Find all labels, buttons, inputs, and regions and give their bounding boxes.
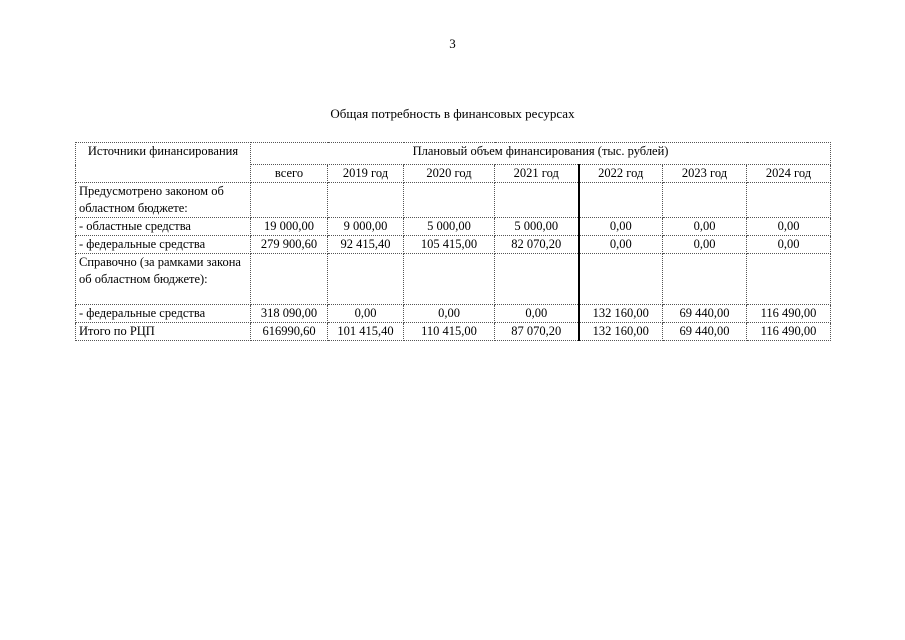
table-cell: 132 160,00 — [579, 323, 663, 341]
table-row — [76, 236, 831, 254]
table-cell — [663, 183, 747, 218]
table-cell — [404, 254, 495, 305]
table-row-total — [76, 323, 831, 341]
table-cell — [663, 254, 747, 305]
table-cell: 0,00 — [579, 218, 663, 236]
row-label: Справочно (за рамками закона об областном бюджете): — [76, 254, 251, 305]
table-cell: 0,00 — [663, 218, 747, 236]
table-cell — [495, 183, 579, 218]
table-cell — [251, 183, 328, 218]
table-cell — [747, 254, 831, 305]
table-cell: 82 070,20 — [495, 236, 579, 254]
table-cell: 0,00 — [495, 305, 579, 323]
row-label: - областные средства — [76, 218, 251, 236]
table-cell: 101 415,40 — [328, 323, 404, 341]
table-cell — [579, 183, 663, 218]
table-row — [76, 254, 831, 305]
table-row — [76, 183, 831, 218]
column-header: 2024 год — [747, 165, 831, 183]
table-row — [76, 218, 831, 236]
column-header: 2019 год — [328, 165, 404, 183]
row-label: Итого по РЦП — [76, 323, 251, 341]
table-cell: 5 000,00 — [495, 218, 579, 236]
column-header: 2021 год — [495, 165, 579, 183]
table-cell: 0,00 — [663, 236, 747, 254]
table-cell: 318 090,00 — [251, 305, 328, 323]
table-cell — [579, 254, 663, 305]
table-cell: 116 490,00 — [747, 305, 831, 323]
table-cell — [328, 254, 404, 305]
plan-header: Плановый объем финансирования (тыс. рублей) — [251, 143, 831, 165]
sources-header: Источники финансирования — [76, 143, 251, 183]
table-cell: 87 070,20 — [495, 323, 579, 341]
header-row — [76, 143, 831, 165]
table-cell: 19 000,00 — [251, 218, 328, 236]
table-row — [76, 305, 831, 323]
table-cell: 110 415,00 — [404, 323, 495, 341]
table-cell: 69 440,00 — [663, 323, 747, 341]
table-cell — [747, 183, 831, 218]
table-cell — [495, 254, 579, 305]
table-cell: 616990,60 — [251, 323, 328, 341]
column-header: всего — [251, 165, 328, 183]
table-cell: 5 000,00 — [404, 218, 495, 236]
table-cell — [251, 254, 328, 305]
table-cell: 279 900,60 — [251, 236, 328, 254]
row-label: Предусмотрено законом об областном бюджете: — [76, 183, 251, 218]
table-cell: 132 160,00 — [579, 305, 663, 323]
table-cell: 0,00 — [747, 236, 831, 254]
table-cell — [328, 183, 404, 218]
table-cell: 9 000,00 — [328, 218, 404, 236]
table-cell — [404, 183, 495, 218]
table-cell: 0,00 — [747, 218, 831, 236]
document-title: Общая потребность в финансовых ресурсах — [330, 106, 575, 121]
table-cell: 69 440,00 — [663, 305, 747, 323]
table-cell: 92 415,40 — [328, 236, 404, 254]
table-cell: 0,00 — [579, 236, 663, 254]
page-number: 3 — [449, 36, 456, 51]
column-header: 2023 год — [663, 165, 747, 183]
table-cell: 0,00 — [328, 305, 404, 323]
table-cell: 0,00 — [404, 305, 495, 323]
row-label: - федеральные средства — [76, 305, 251, 323]
table-cell: 116 490,00 — [747, 323, 831, 341]
row-label: - федеральные средства — [76, 236, 251, 254]
table-cell: 105 415,00 — [404, 236, 495, 254]
financing-table — [75, 142, 831, 341]
column-header: 2020 год — [404, 165, 495, 183]
column-header: 2022 год — [579, 165, 663, 183]
